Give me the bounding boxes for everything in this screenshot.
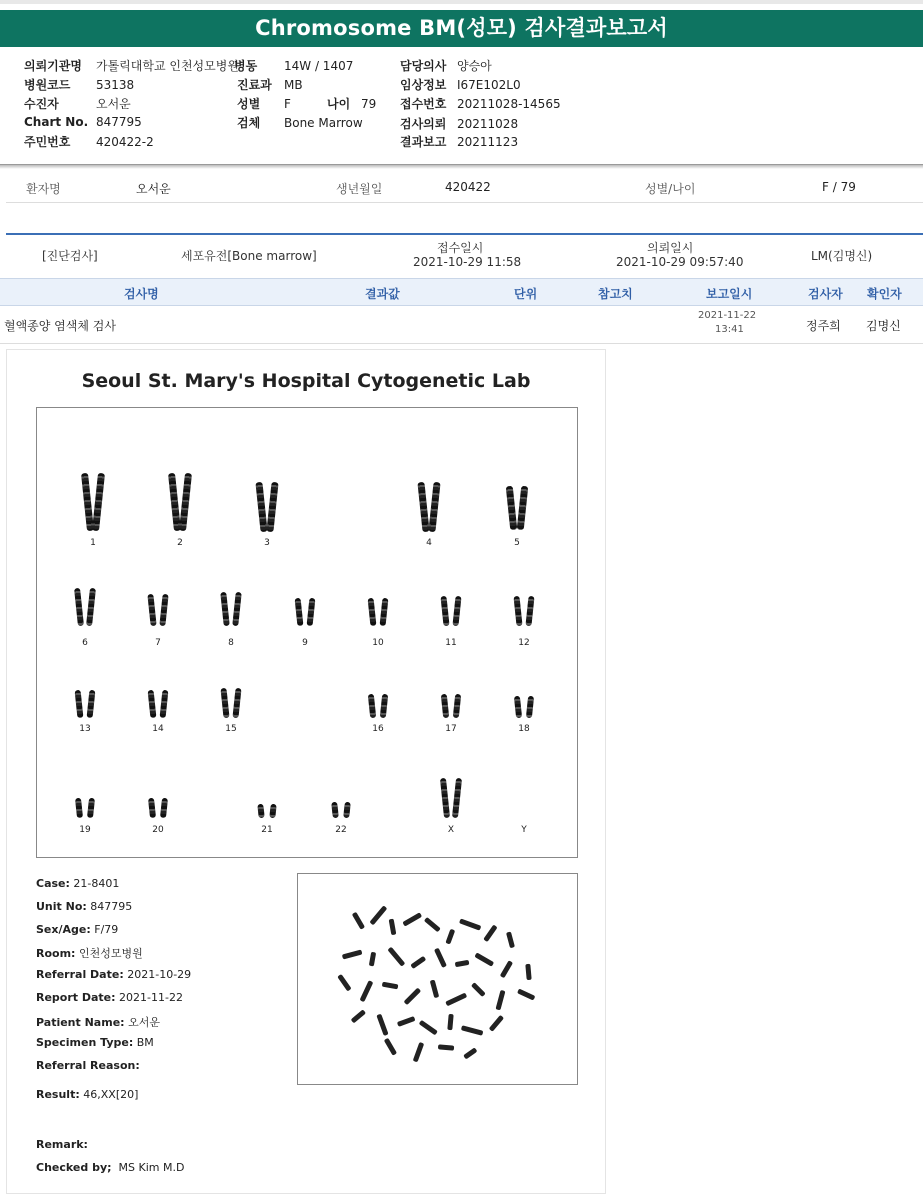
chromosome-pair-7 <box>147 594 169 626</box>
chromosome-pair-3 <box>256 482 278 532</box>
col-confirmer: 확인자 <box>867 287 902 301</box>
resident-no: 주민번호 420422-2 <box>24 135 154 149</box>
header-info <box>0 48 923 165</box>
chromatid <box>368 598 377 626</box>
chromosome-label-20: 20 <box>152 825 164 835</box>
chromosome-label-1: 1 <box>90 538 96 548</box>
section-divider <box>0 165 923 169</box>
patient-summary <box>0 172 923 202</box>
chromosome-label-6: 6 <box>82 638 88 648</box>
chromatid <box>75 690 84 718</box>
chromatid <box>75 798 83 819</box>
chromosome-pair-13 <box>74 690 96 718</box>
received-label: 접수일시 <box>437 241 484 255</box>
chromosome-label-19: 19 <box>79 825 91 835</box>
meta-sex-age: Sex/Age: F/79 <box>36 923 119 936</box>
chromosome-label-22: 22 <box>335 825 347 835</box>
chromosome-label-12: 12 <box>518 638 530 648</box>
report-date: 2021-11-22 <box>698 310 757 321</box>
chromosome-label-18: 18 <box>518 724 530 734</box>
chromatid <box>441 694 449 718</box>
chromatid <box>453 694 461 718</box>
chromatid <box>220 688 229 718</box>
chromosome-pair-X <box>440 778 462 818</box>
chromatid <box>92 473 105 531</box>
chromosome-pair-14 <box>147 690 169 718</box>
result-table-header <box>0 278 923 306</box>
test-request: 검사의뢰 20211028 <box>400 117 519 131</box>
chromatid <box>257 804 264 819</box>
chromosome-pair-12 <box>513 596 535 626</box>
meta-patient-name: Patient Name: 오서운 <box>36 1016 160 1029</box>
meta-specimen-type: Specimen Type: BM <box>36 1036 154 1049</box>
test-name: 혈액종양 염색체 검사 <box>4 319 116 333</box>
chromatid <box>452 596 461 626</box>
hospital-code: 병원코드 53138 <box>24 78 135 92</box>
chromosome-label-5: 5 <box>514 538 520 548</box>
patient-name-label: 환자명 <box>26 182 61 196</box>
chromosome-pair-20 <box>147 798 169 818</box>
meta-case: Case: 21-8401 <box>36 877 120 890</box>
requested-datetime: 2021-10-29 09:57:40 <box>616 255 744 269</box>
chromatid <box>148 798 156 819</box>
chart-no: Chart No. 847795 <box>24 115 142 129</box>
clinical-info: 임상정보 I67E102L0 <box>400 78 521 92</box>
chromosome-label-21: 21 <box>261 825 273 835</box>
chromosome-pair-19 <box>74 798 96 818</box>
report-title: Chromosome BM(성모) 검사결과보고서 <box>0 10 923 47</box>
ward: 병동 14W / 1407 <box>234 59 354 73</box>
col-test-name: 검사명 <box>124 287 159 301</box>
empty-row <box>6 202 923 233</box>
chromosome-label-9: 9 <box>302 638 308 648</box>
receipt-no: 접수번호 20211028-14565 <box>400 97 561 111</box>
chromosome-label-10: 10 <box>372 638 384 648</box>
physician: LM(김명신) <box>811 249 873 263</box>
col-tester: 검사자 <box>808 287 843 301</box>
chromosome-pair-11 <box>440 596 462 626</box>
col-report-date: 보고일시 <box>706 287 753 301</box>
institution: 의뢰기관명 가톨릭대학교 인천성모병원 <box>24 59 239 73</box>
chromosome-label-4: 4 <box>426 538 432 548</box>
chromosome-pair-2 <box>169 473 191 531</box>
chromatid <box>232 688 241 718</box>
chromosome-label-11: 11 <box>445 638 457 648</box>
chromosome-label-3: 3 <box>264 538 270 548</box>
report-time: 13:41 <box>715 324 744 335</box>
chromatid <box>87 690 96 718</box>
received-datetime: 2021-10-29 11:58 <box>413 255 522 269</box>
age: 나이 79 <box>327 97 377 111</box>
chromatid <box>368 694 376 718</box>
sex-age: F / 79 <box>822 180 856 194</box>
chromatid <box>513 596 522 626</box>
chromatid <box>440 596 449 626</box>
sex: 성별 F <box>237 97 291 111</box>
chromatid <box>86 588 96 626</box>
confirmer: 김명신 <box>866 319 901 333</box>
meta-checked-by: Checked by; MS Kim M.D <box>36 1161 185 1174</box>
cytogenetic-report <box>6 349 606 1194</box>
chromatid <box>331 802 339 819</box>
chromatid <box>160 798 168 819</box>
chromatid <box>307 598 316 626</box>
meta-referral-reason: Referral Reason: <box>36 1059 140 1072</box>
chromatid <box>514 696 522 719</box>
chromosome-pair-16 <box>367 694 389 718</box>
chromatid <box>380 694 388 718</box>
lab-title: Seoul St. Mary's Hospital Cytogenetic Lab <box>81 370 531 392</box>
chromosome-label-2: 2 <box>177 538 183 548</box>
col-unit: 단위 <box>514 287 538 301</box>
chromosome-pair-5 <box>506 486 528 530</box>
chromatid <box>159 594 168 626</box>
chromosome-pair-17 <box>440 694 462 718</box>
meta-remark: Remark: <box>36 1138 88 1151</box>
chromatid <box>417 482 429 532</box>
chromosome-pair-21 <box>256 804 278 818</box>
chromatid <box>266 482 278 532</box>
col-reference: 참고치 <box>598 287 633 301</box>
chromatid <box>380 598 389 626</box>
sex-age-label: 성별/나이 <box>645 182 696 196</box>
chromatid <box>74 588 84 626</box>
chromatid <box>269 804 276 819</box>
metaphase-image <box>297 873 578 1085</box>
chromatid <box>147 594 156 626</box>
chromosome-pair-22 <box>330 802 352 818</box>
chromosome-pair-8 <box>220 592 242 626</box>
chromosome-pair-15 <box>220 688 242 718</box>
requested-label: 의뢰일시 <box>647 241 694 255</box>
chromosome-label-7: 7 <box>155 638 161 648</box>
blue-divider <box>6 233 923 235</box>
exam-category: [진단검사] <box>42 249 98 263</box>
exam-type: 세포유전[Bone marrow] <box>181 249 317 263</box>
attending-doctor: 담당의사 양승아 <box>400 59 492 73</box>
karyogram <box>36 407 578 858</box>
chromatid <box>148 690 157 718</box>
chromatid <box>343 802 351 819</box>
chromosome-pair-6 <box>74 588 96 626</box>
meta-result: Result: 46,XX[20] <box>36 1088 139 1101</box>
chromosome-pair-1 <box>82 473 104 531</box>
chromosome-label-16: 16 <box>372 724 384 734</box>
meta-room: Room: 인천성모병원 <box>36 947 143 960</box>
chromosome-pair-4 <box>418 482 440 532</box>
chromatid <box>179 473 192 531</box>
result-report: 결과보고 20211123 <box>400 135 519 149</box>
department: 진료과 MB <box>237 78 303 92</box>
chromosome-label-X: X <box>447 825 455 835</box>
chromatid <box>517 486 529 530</box>
dob: 420422 <box>445 180 491 194</box>
chromosome-label-14: 14 <box>152 724 164 734</box>
examinee: 수진자 오서운 <box>24 97 131 111</box>
exam-info <box>0 236 923 276</box>
meta-report-date: Report Date: 2021-11-22 <box>36 991 183 1004</box>
chromosome-label-15: 15 <box>225 724 237 734</box>
chromatid <box>232 592 242 626</box>
chromosome-label-8: 8 <box>228 638 234 648</box>
chromatid <box>295 598 304 626</box>
chromatid <box>220 592 230 626</box>
chromatid <box>87 798 95 819</box>
chromosome-label-13: 13 <box>79 724 91 734</box>
chromatid <box>525 596 534 626</box>
dob-label: 생년월일 <box>336 182 383 196</box>
meta-unit-no: Unit No: 847795 <box>36 900 133 913</box>
chromatid <box>526 696 534 719</box>
result-table-row[interactable] <box>0 305 923 344</box>
metaphase-spread <box>298 874 577 1084</box>
chromosome-pair-18 <box>513 696 535 718</box>
meta-referral-date: Referral Date: 2021-10-29 <box>36 968 192 981</box>
col-result: 결과값 <box>365 287 400 301</box>
chromatid <box>428 482 440 532</box>
chromosome-label-17: 17 <box>445 724 457 734</box>
patient-name: 오서운 <box>136 182 171 196</box>
tester: 정주희 <box>806 319 841 333</box>
chromosome-pair-9 <box>294 598 316 626</box>
chromatid <box>506 486 518 530</box>
specimen: 검체 Bone Marrow <box>237 116 363 130</box>
chromosome-label-Y: Y <box>521 825 527 835</box>
chromosome-pair-10 <box>367 598 389 626</box>
chromatid <box>255 482 267 532</box>
chromatid <box>160 690 169 718</box>
top-border <box>0 0 923 4</box>
chromatid <box>440 778 450 818</box>
chromatid <box>452 778 462 818</box>
